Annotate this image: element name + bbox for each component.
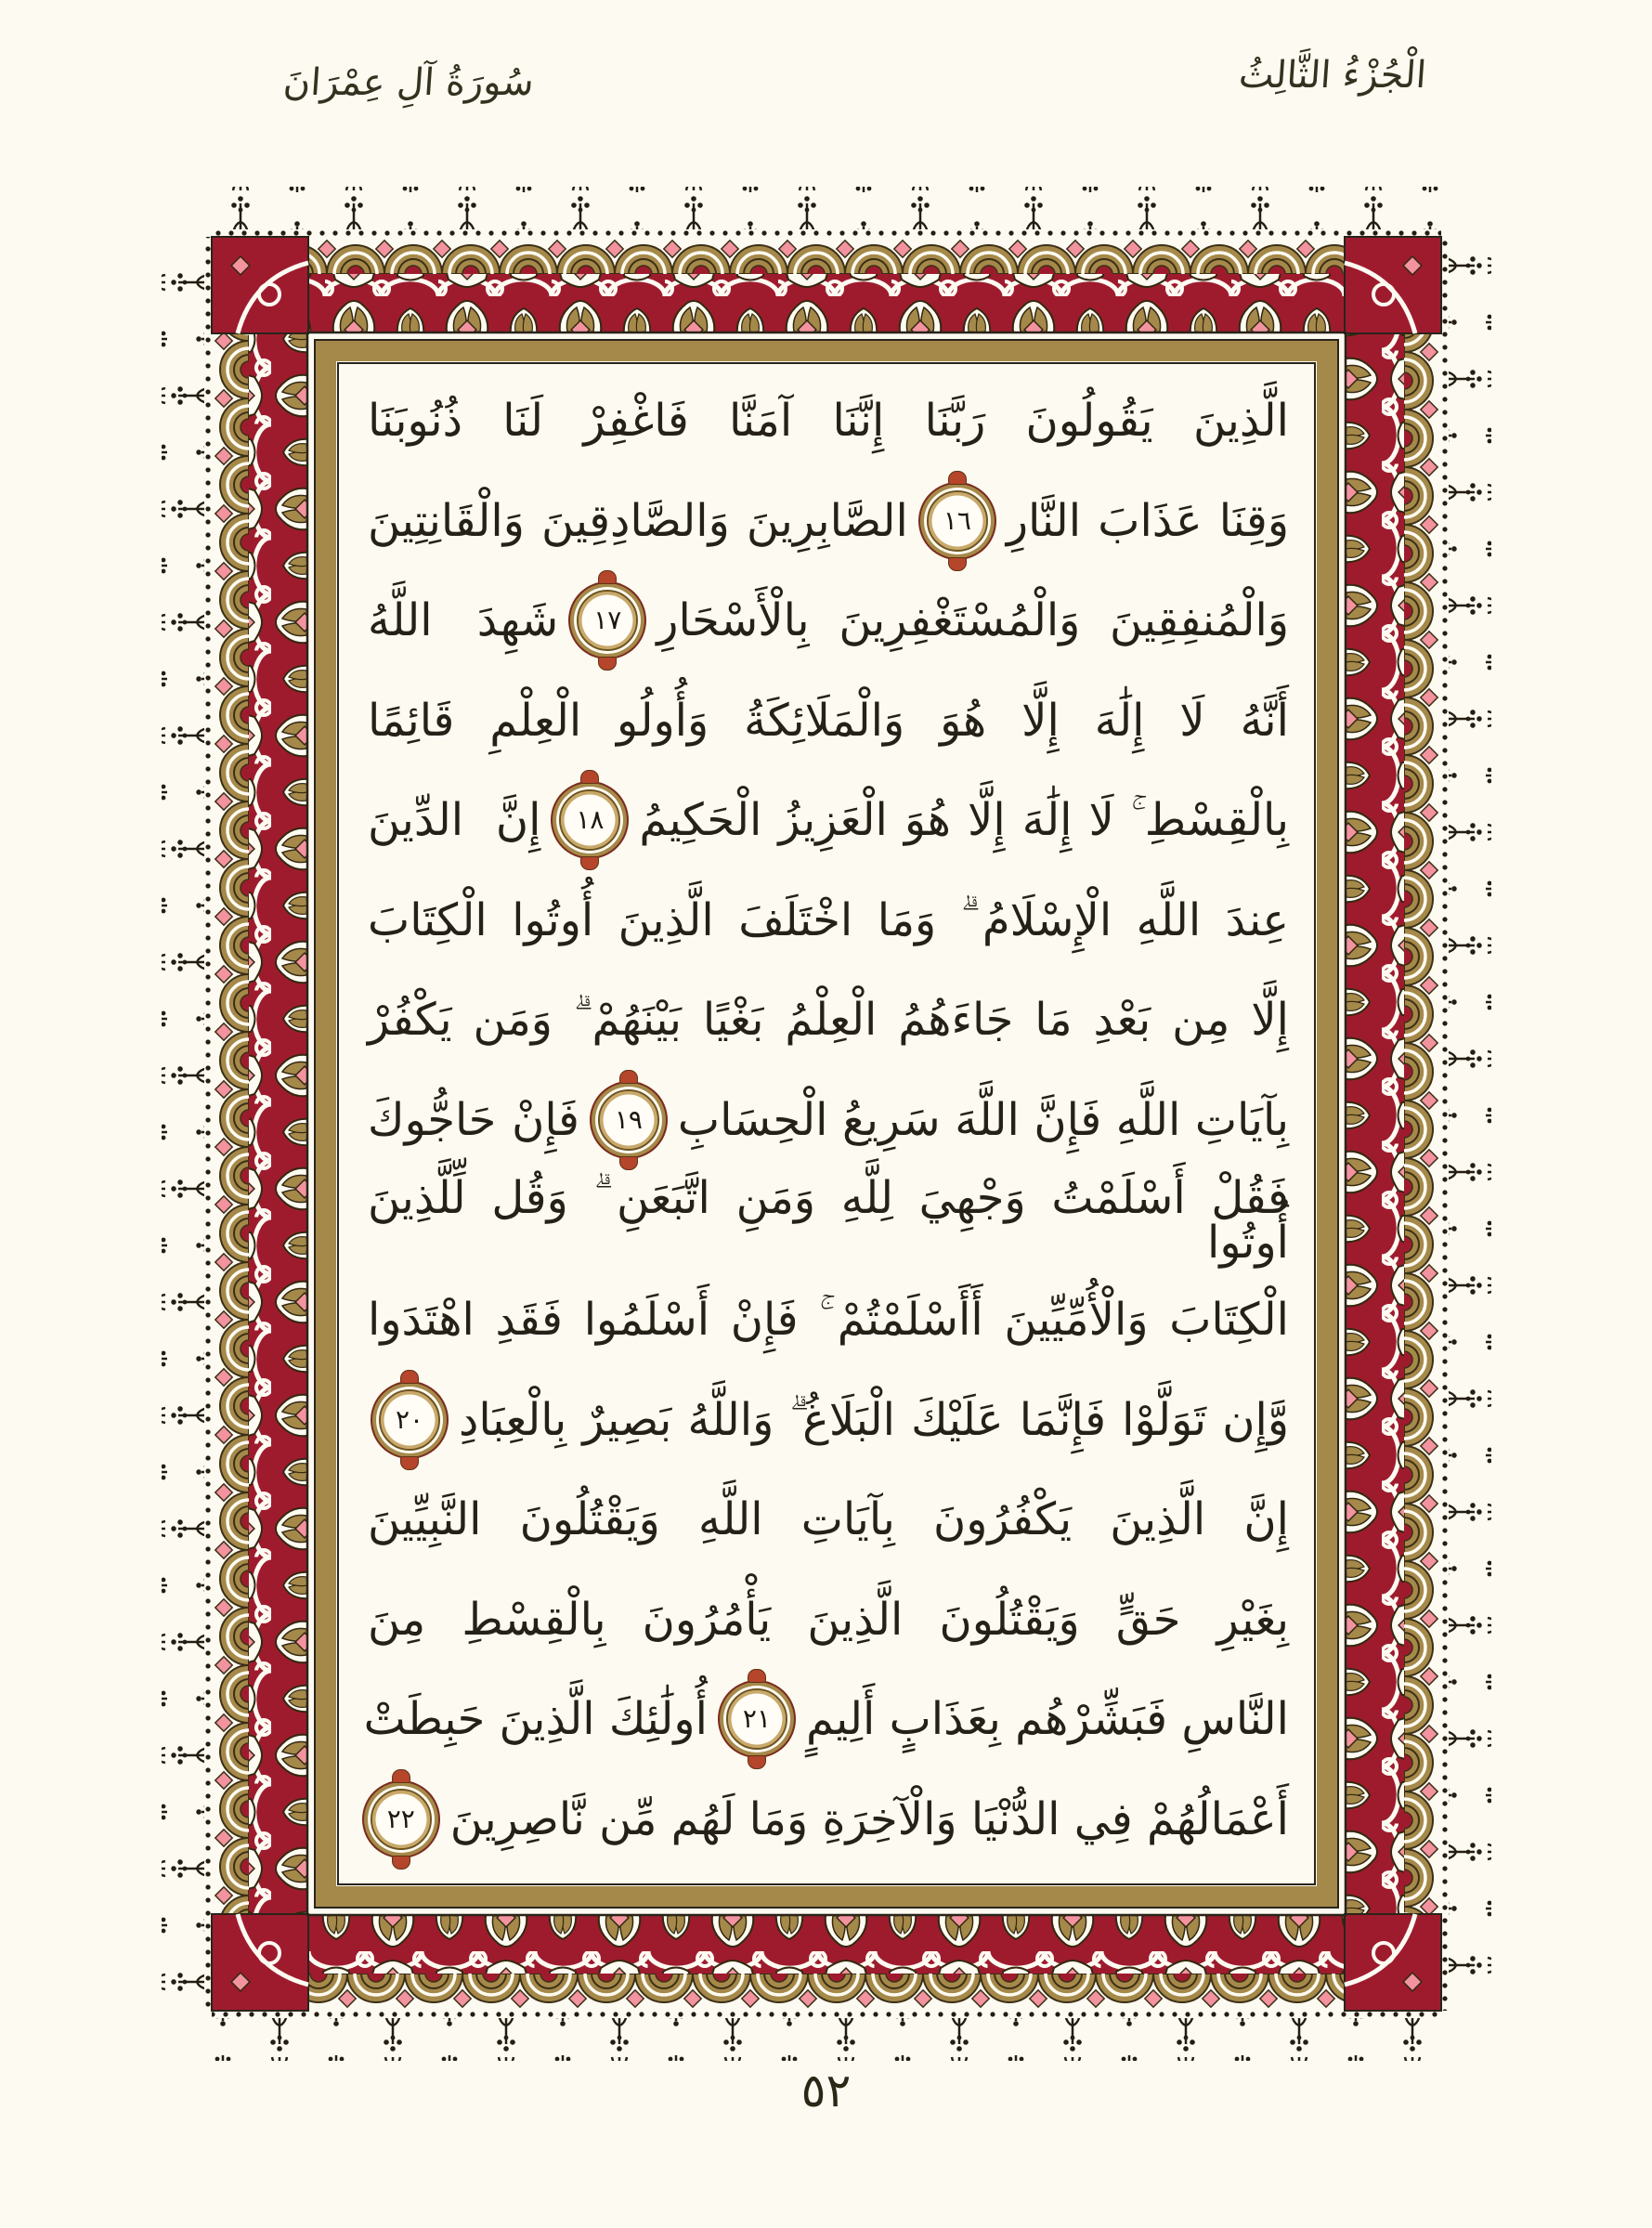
page-number: ٥٢ [800,2064,852,2117]
ayah-marker: ١٦ [927,490,988,552]
ayah-text: فَقُلْ أَسْلَمْتُ وَجْهِيَ لِلَّهِ وَمَنِ اتَّبَعَنِ ۗ وَقُل لِّلَّذِينَ أُوتُوا [368,1171,1289,1269]
quran-line [364,1674,1293,1765]
ayah-marker: ١٩ [598,1089,659,1151]
ayah-marker: ٢١ [726,1688,787,1750]
quran-line [364,875,1293,966]
surah-title: سُورَةُ آلِ عِمْرَانَ [281,61,536,104]
quran-line [364,1375,1293,1466]
ayah-text: بِغَيْرِ حَقٍّ وَيَقْتُلُونَ الَّذِينَ يَأْمُرُونَ بِالْقِسْطِ مِنَ [368,1593,1289,1646]
ayah-text: عِندَ اللَّهِ الْإِسْلَامُ ۗ وَمَا اخْتَلَفَ الَّذِينَ أُوتُوا الْكِتَابَ [368,893,1289,946]
quran-lines [364,375,1293,1865]
ayah-marker: ١٧ [577,590,638,651]
ayah-marker: ٢٠ [379,1389,440,1451]
ayah-text: بِالْقِسْطِ ۚ لَا إِلَٰهَ إِلَّا هُوَ الْعَزِيزُ الْحَكِيمُ [639,794,1289,847]
ayah-text: إِنَّ الَّذِينَ يَكْفُرُونَ بِآيَاتِ اللَّهِ وَيَقْتُلُونَ النَّبِيِّينَ [368,1493,1289,1546]
quran-line [364,575,1293,666]
ayah-marker: ٢٢ [371,1789,432,1850]
ayah-text: فَإِنْ حَاجُّوكَ [368,1093,579,1146]
ayah-text: وَّإِن تَوَلَّوْا فَإِنَّمَا عَلَيْكَ الْبَلَاغُ ۗ وَاللَّهُ بَصِيرٌ بِالْعِبَادِ [459,1393,1289,1446]
quran-line [364,1774,1293,1865]
ayah-text: الصَّابِرِينَ وَالصَّادِقِينَ وَالْقَانِتِينَ [367,494,908,547]
juz-title: الْجُزْءُ الثَّالِثُ [1237,54,1428,97]
quran-line [364,775,1293,866]
ayah-text: وَقِنَا عَذَابَ النَّارِ [1006,494,1289,547]
ayah-text: إِلَّا مِن بَعْدِ مَا جَاءَهُمُ الْعِلْمُ بَغْيًا بَيْنَهُمْ ۗ وَمَن يَكْفُرْ [368,994,1289,1047]
quran-line [364,375,1293,466]
quran-line [364,476,1293,567]
quran-line [364,974,1293,1065]
ayah-text: وَالْمُنفِقِينَ وَالْمُسْتَغْفِرِينَ بِالْأَسْحَارِ [657,594,1289,647]
ayah-text: النَّاسِ فَبَشِّرْهُم بِعَذَابٍ أَلِيمٍ [805,1693,1289,1746]
ayah-text: أَنَّهُ لَا إِلَٰهَ إِلَّا هُوَ وَالْمَلَائِكَةُ وَأُولُو الْعِلْمِ قَائِمًا [368,694,1289,747]
ayah-text: الَّذِينَ يَقُولُونَ رَبَّنَا إِنَّنَا آمَنَّا فَاغْفِرْ لَنَا ذُنُوبَنَا [368,395,1289,447]
quran-line [364,675,1293,766]
quran-line [364,1574,1293,1665]
quran-line [364,1075,1293,1166]
ayah-text: أُولَٰئِكَ الَّذِينَ حَبِطَتْ [363,1693,708,1746]
ayah-text: أَعْمَالُهُمْ فِي الدُّنْيَا وَالْآخِرَةِ وَمَا لَهُم مِّن نَّاصِرِينَ [449,1792,1289,1845]
ayah-text: الْكِتَابَ وَالْأُمِّيِّينَ أَأَسْلَمْتُمْ ۚ فَإِنْ أَسْلَمُوا فَقَدِ اهْتَدَوا [368,1294,1289,1347]
quran-line [364,1474,1293,1565]
ayah-marker: ١٨ [559,789,620,851]
ayah-text: إِنَّ الدِّينَ [367,794,541,847]
ayah-text: بِآيَاتِ اللَّهِ فَإِنَّ اللَّهَ سَرِيعُ الْحِسَابِ [677,1093,1289,1146]
quran-line [364,1171,1293,1269]
ayah-text: شَهِدَ اللَّهُ [368,594,559,647]
quran-line [364,1274,1293,1365]
